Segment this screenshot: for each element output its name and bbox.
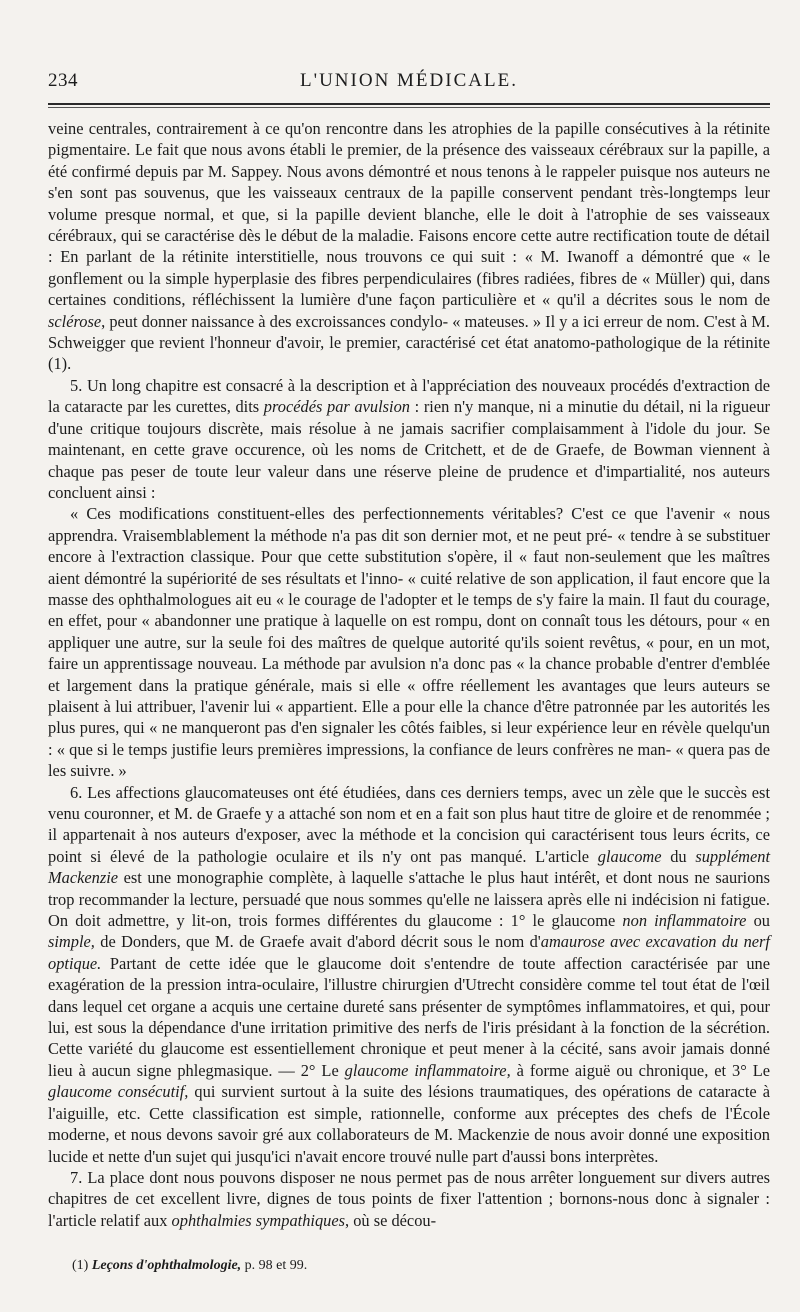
paragraph-6: 6. Les affections glaucomateuses ont été étudiées, dans ces derniers temps, avec un zèle que le succès est venu couronner, et M. de Graefe y a attaché son nom et en a fait son plus haut titre de gloire et de renommée ; il appartenait à nos auteurs d'exposer, avec la méthode et la concision qui caractérisent tous leurs écrits, ce point si élevé de la pathologie oculaire et ils n'y ont pas manqué. L'article glaucome du supplément Mackenzie est une monographie complète, à laquelle s'attache le plus haut intérêt, et dont nous ne saurions trop recommander la lecture, persuadé que nous sommes qu'elle ne laissera après elle ni indécision ni fatigue. On doit admettre, y lit-on, trois formes différentes du glaucome : 1° le glaucome non inflammatoire ou simple, de Donders, que M. de Graefe avait d'abord décrit sous le nom d'amaurose avec excavation du nerf optique. Partant de cette idée que le glaucome doit s'entendre de toute affection caractérisée par une exagération de la pression intra-oculaire, l'illustre chirurgien d'Utrecht considère comme tel tout état de l'œil dans lequel cet organe a acquis une certaine dureté sans présenter de symptômes inflammatoires, et qui, pour lui, est sous la dépendance d'une irritation primitive des nerfs de l'iris présidant à la fonction de la sécrétion. Cette variété du glaucome est essentiellement chronique et peut mener à la cécité, sans avoir jamais donné lieu à aucun signe phlegmasique. — 2° Le glaucome inflammatoire, à forme aiguë ou chronique, et 3° Le glaucome consécutif, qui survient surtout à la suite des lésions traumatiques, des opérations de cataracte à l'aiguille, etc. Cette classification est simple, rationnelle, conforme aux préceptes des chefs de l'École moderne, et nous devons savoir gré aux collaborateurs de M. Mackenzie de nous avoir donné une exposition lucide et nette d'un sujet qui jusqu'ici n'avait encore trouvé nulle part d'aussi bons interprètes.: [48, 782, 771, 1166]
header-rule-thin: [48, 107, 770, 108]
header-rule: [48, 103, 770, 105]
footnote: (1) Leçons d'ophthalmologie, p. 98 et 99.: [72, 1258, 308, 1273]
paragraph-7: 7. La place dont nous pouvons disposer ne nous permet pas de nous arrêter longuement sur divers autres chapitres de cet excellent livre, dignes de tous points de fixer l'attention ; bornons-nous donc à signaler : l'article relatif aux ophthalmies sympathiques, où se décou-: [48, 1167, 770, 1230]
block-quote: « Ces modifications constituent-elles des perfectionnements véritables? C'est ce que l'avenir « nous apprendra. Vraisemblablement la méthode n'a pas dit son dernier mot, et ne peut pré- « tendre à se substituer encore à l'extraction classique. Pour que cette substitution s'opère, il « faut non-seulement que les maîtres aient démontré la supériorité de ses résultats et l'inno- « cuité relative de son application, il faut encore que la masse des ophthalmologues ait eu « le courage de l'adopter et le temps de s'y faire la main. Il faut du courage, en effet, pour « abandonner une pratique à laquelle on est rompu, dont on connaît tous les détours, pour « en appliquer une autre, sur la seule foi des maîtres de quelque autorité qu'ils soient revêtus, « pour, en un mot, faire un apprentissage nouveau. La méthode par avulsion n'a donc pas « la chance probable d'entrer d'emblée et largement dans la pratique générale, mais si elle « offre réellement les avantages que leurs auteurs se plaisent à lui attribuer, l'avenir lui « appartient. Elle a pour elle la chance d'être patronnée par les autorités les plus pures, qui « ne manqueront pas d'en signaler les côtés faibles, si leur expérience leur en révèle quelqu'un : « que si le temps justifie leurs premières impressions, la confiance de leurs confrères ne man- « quera pas de les suivre. »: [48, 504, 770, 781]
paragraph-5: 5. Un long chapitre est consacré à la description et à l'appréciation des nouveaux procédés d'extraction de la cataracte par les curettes, dits procédés par avulsion : rien n'y manque, ni a minutie du détail, ni la rigueur d'une critique toujours discrète, mais résolue à ne jamais sacrifier complaisamment à l'idole du jour. Se maintenant, en cette grave occurence, où les noms de Critchett, et de de Graefe, de Bowman viennent à chaque pas peser de toute leur valeur dans une réserve pleine de prudence et d'impartialité, nos auteurs concluent ainsi :: [48, 375, 770, 502]
page-number: 234: [48, 70, 78, 91]
body-text: [48, 118, 770, 1231]
paragraph-continuation: veine centrales, contrairement à ce qu'on rencontre dans les atrophies de la papille consécutives à la rétinite pigmentaire. Le fait que nous avons établi le premier, de la présence des vaisseaux cérébraux sur la papille, a été confirmé depuis par M. Sappey. Nous avons démontré et nous tenons à le rappeler puisque nos auteurs ne s'en sont pas souvenus, que les vaisseaux centraux de la papille conservent pendant très-longtemps leur volume presque normal, et que, si la papille devient blanche, elle le doit à l'atrophie de ses vaisseaux cérébraux, qui se caractérise dès le début de la maladie. Faisons encore cette autre rectification toute de détail : En parlant de la rétinite interstitielle, nous trouvons ce qui suit : « M. Iwanoff a démontré que « le gonflement ou la simple hyperplasie des fibres perpendiculaires (fibres radiées, fibres de « Müller) qui, dans certaines conditions, réfléchissent la lumière d'une façon particulière et « qu'il a décrites sous le nom de sclérose, peut donner naissance à des excroissances condylo- « mateuses. » Il y a ici erreur de nom. C'est à M. Schweigger que revient l'honneur d'avoir, le premier, caractérisé cet état anatomo-pathologique de la rétinite (1).: [48, 119, 770, 374]
page-header: [48, 70, 770, 100]
running-title: L'UNION MÉDICALE.: [300, 70, 518, 91]
